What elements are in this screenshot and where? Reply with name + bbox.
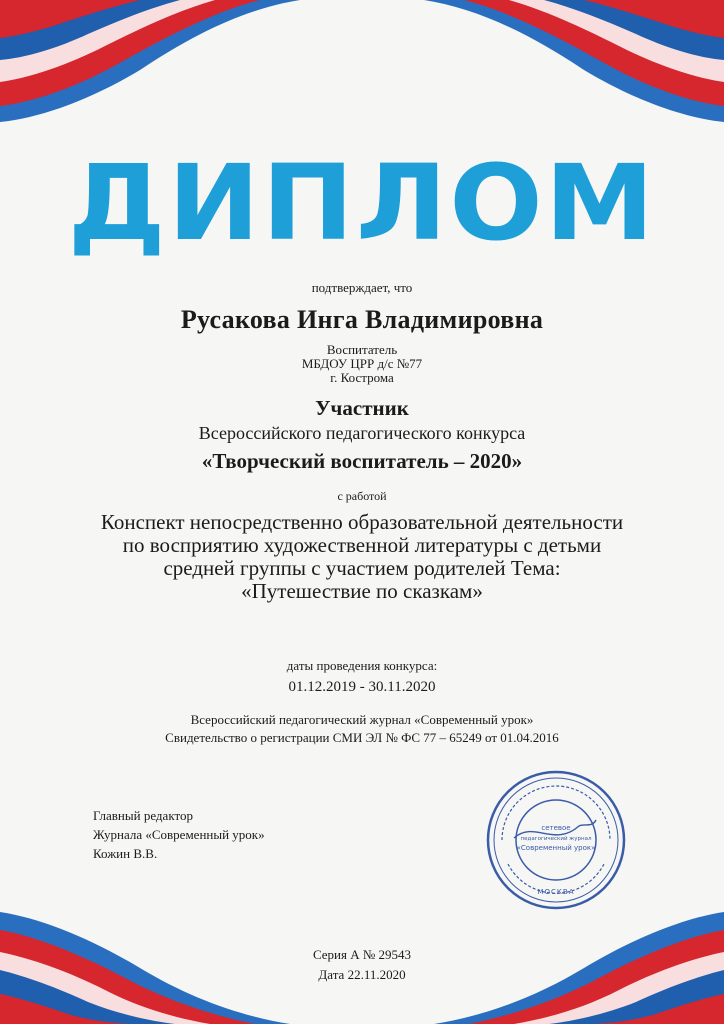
official-stamp-seal: [484, 768, 628, 912]
top-ribbon-decoration: [0, 0, 724, 130]
stamp-city: МОСКВА: [537, 888, 575, 896]
contest-dates: 01.12.2019 - 30.11.2020: [288, 679, 436, 695]
contest-name: «Творческий воспитатель – 2020»: [201, 449, 523, 473]
contest-description: Всероссийского педагогического конкурса: [198, 423, 526, 443]
recipient-name: Русакова Инга Владимировна: [180, 305, 544, 334]
award-status: Участник: [315, 396, 409, 420]
signature-block: [93, 806, 265, 863]
series-block: [0, 945, 724, 985]
stamp-line-3: «Современный урок»: [516, 844, 596, 852]
recipient-organization: МБДОУ ЦРР д/с №77: [301, 356, 423, 371]
work-title: Конспект непосредственно образовательной деятельности по восприятию художественной литературы с детьми средней группы с участием родителей Тема: «Путешествие по сказкам»: [100, 510, 624, 603]
signature-journal: Журнала «Современный урок»: [93, 827, 265, 842]
stamp-line-1: сетевое: [541, 824, 571, 832]
recipient-city: г. Кострома: [330, 370, 394, 385]
series-number: Серия А № 29543: [312, 947, 412, 962]
registration-certificate: Свидетельство о регистрации СМИ ЭЛ № ФС 77 – 65249 от 01.04.2016: [165, 730, 559, 745]
diploma-title: ДИПЛОМ: [67, 142, 657, 264]
signature-role: Главный редактор: [93, 808, 193, 823]
recipient-position: Воспитатель: [326, 342, 398, 357]
journal-name: Всероссийский педагогический журнал «Современный урок»: [190, 712, 534, 727]
dates-label: даты проведения конкурса:: [286, 658, 438, 673]
signature-name: Кожин В.В.: [93, 846, 158, 861]
with-work-label: с работой: [337, 489, 387, 503]
confirms-text: подтверждает, что: [311, 280, 413, 295]
stamp-line-2: педагогический журнал: [520, 836, 592, 842]
issue-date: Дата 22.11.2020: [318, 967, 406, 982]
